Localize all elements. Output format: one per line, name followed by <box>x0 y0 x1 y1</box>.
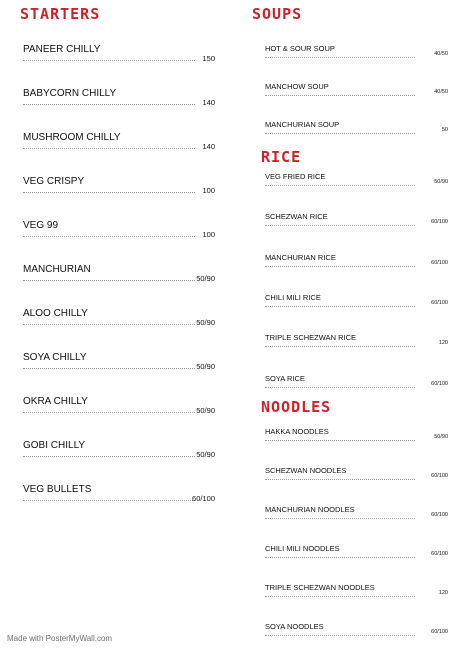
item-name: HAKKA NOODLES <box>265 427 329 436</box>
item-price: 60/100 <box>431 381 448 387</box>
item-name: VEG CRISPY <box>23 176 85 187</box>
dotted-leader <box>23 368 195 369</box>
item-name: SOYA RICE <box>265 374 305 383</box>
item-name: OKRA CHILLY <box>23 396 88 407</box>
item-price: 50/90 <box>434 434 448 440</box>
dotted-leader <box>265 635 415 636</box>
item-price: 100 <box>202 230 215 239</box>
item-price: 120 <box>438 590 448 596</box>
dotted-leader <box>265 518 415 519</box>
starter-item <box>23 352 215 382</box>
item-name: SOYA CHILLY <box>23 352 87 363</box>
dotted-leader <box>265 133 415 134</box>
item-name: SCHEZWAN NOODLES <box>265 466 347 475</box>
item-price: 120 <box>438 340 448 346</box>
item-price: 50/90 <box>196 318 215 327</box>
dotted-leader <box>23 60 195 61</box>
item-price: 60/100 <box>431 219 448 225</box>
item-price: 50/90 <box>196 406 215 415</box>
noodle-item <box>265 427 448 457</box>
item-price: 60/100 <box>431 629 448 635</box>
dotted-leader <box>265 57 415 58</box>
dotted-leader <box>265 346 415 347</box>
item-price: 60/100 <box>431 260 448 266</box>
item-price: 50/90 <box>196 362 215 371</box>
item-price: 50/90 <box>196 274 215 283</box>
rice-item <box>265 333 448 363</box>
dotted-leader <box>23 456 195 457</box>
item-name: MUSHROOM CHILLY <box>23 132 121 143</box>
starter-item <box>23 220 215 250</box>
item-name: SCHEZWAN RICE <box>265 212 328 221</box>
item-name: CHILI MILI RICE <box>265 293 321 302</box>
item-name: MANCHURIAN <box>23 264 91 275</box>
dotted-leader <box>23 104 195 105</box>
starter-item <box>23 132 215 162</box>
starter-item <box>23 484 215 514</box>
dotted-leader <box>265 185 415 186</box>
starter-item <box>23 396 215 426</box>
item-price: 140 <box>202 142 215 151</box>
soups-heading: SOUPS <box>252 5 303 23</box>
rice-item <box>265 212 448 242</box>
item-name: MANCHURIAN SOUP <box>265 120 340 129</box>
dotted-leader <box>265 440 415 441</box>
item-name: TRIPLE SCHEZWAN NOODLES <box>265 583 375 592</box>
item-price: 40/50 <box>434 89 448 95</box>
dotted-leader <box>265 225 415 226</box>
dotted-leader <box>23 280 195 281</box>
noodle-item <box>265 583 448 613</box>
item-name: PANEER CHILLY <box>23 44 101 55</box>
dotted-leader <box>23 412 195 413</box>
dotted-leader <box>23 324 195 325</box>
item-price: 60/100 <box>431 300 448 306</box>
rice-item <box>265 293 448 323</box>
noodle-item <box>265 505 448 535</box>
item-price: 150 <box>202 54 215 63</box>
starter-item <box>23 44 215 74</box>
rice-item <box>265 253 448 283</box>
item-price: 40/50 <box>434 51 448 57</box>
item-name: BABYCORN CHILLY <box>23 88 117 99</box>
rice-item <box>265 172 448 202</box>
item-name: MANCHURIAN RICE <box>265 253 336 262</box>
noodle-item <box>265 622 448 652</box>
starters-heading: STARTERS <box>20 5 101 23</box>
rice-heading: RICE <box>261 148 302 166</box>
dotted-leader <box>265 596 415 597</box>
item-name: VEG 99 <box>23 220 59 231</box>
noodle-item <box>265 466 448 496</box>
dotted-leader <box>265 387 415 388</box>
footer-credit: Made with PosterMyWall.com <box>7 634 113 643</box>
starter-item <box>23 264 215 294</box>
item-price: 60/100 <box>431 473 448 479</box>
dotted-leader <box>265 479 415 480</box>
item-name: SOYA NOODLES <box>265 622 324 631</box>
item-price: 140 <box>202 98 215 107</box>
item-price: 60/100 <box>431 512 448 518</box>
item-price: 100 <box>202 186 215 195</box>
dotted-leader <box>265 557 415 558</box>
item-name: TRIPLE SCHEZWAN RICE <box>265 333 356 342</box>
dotted-leader <box>23 500 195 501</box>
starter-item <box>23 440 215 470</box>
item-name: HOT & SOUR SOUP <box>265 44 335 53</box>
item-name: MANCHOW SOUP <box>265 82 329 91</box>
item-name: MANCHURIAN NOODLES <box>265 505 355 514</box>
item-price: 50 <box>441 127 448 133</box>
starter-item <box>23 88 215 118</box>
item-name: CHILI MILI NOODLES <box>265 544 340 553</box>
noodle-item <box>265 544 448 574</box>
dotted-leader <box>23 236 195 237</box>
soup-item <box>265 82 448 112</box>
item-name: VEG BULLETS <box>23 484 92 495</box>
soup-item <box>265 120 448 150</box>
starter-item <box>23 176 215 206</box>
item-name: VEG FRIED RICE <box>265 172 326 181</box>
item-name: ALOO CHILLY <box>23 308 88 319</box>
noodles-heading: NOODLES <box>261 398 332 416</box>
dotted-leader <box>265 95 415 96</box>
item-price: 60/100 <box>431 551 448 557</box>
item-price: 50/90 <box>196 450 215 459</box>
dotted-leader <box>23 192 195 193</box>
dotted-leader <box>23 148 195 149</box>
item-name: GOBI CHILLY <box>23 440 86 451</box>
item-price: 60/100 <box>192 494 215 503</box>
dotted-leader <box>265 306 415 307</box>
dotted-leader <box>265 266 415 267</box>
item-price: 50/90 <box>434 179 448 185</box>
soup-item <box>265 44 448 74</box>
starter-item <box>23 308 215 338</box>
